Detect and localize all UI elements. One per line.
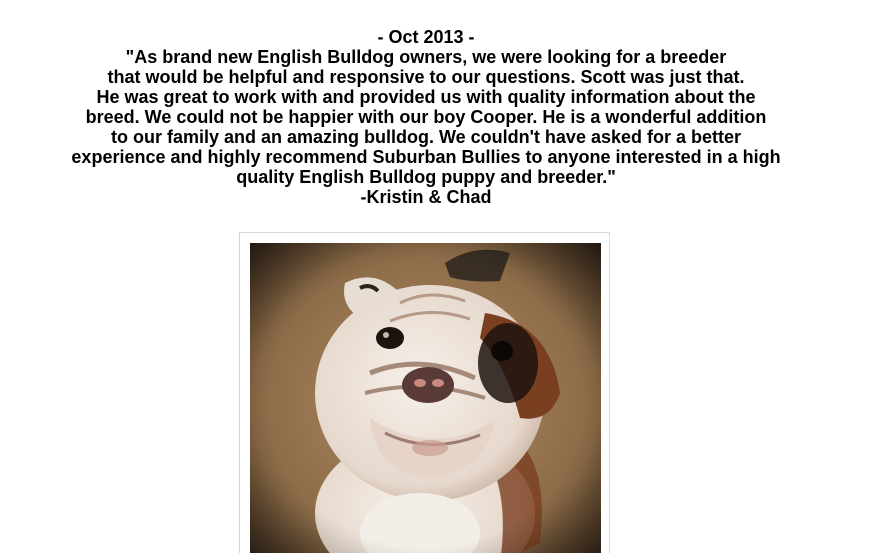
quote-line: "As brand new English Bulldog owners, we were looking for a breeder xyxy=(125,47,727,67)
quote-line: quality English Bulldog puppy and breeder." xyxy=(236,167,616,187)
quote-line: breed. We could not be happier with our boy Cooper. He is a wonderful addition xyxy=(85,107,767,127)
bulldog-photo xyxy=(250,243,601,553)
quote-line: to our family and an amazing bulldog. We couldn't have asked for a better xyxy=(110,127,742,147)
quote-line: experience and highly recommend Suburban Bullies to anyone interested in a high xyxy=(71,147,781,167)
photo-frame xyxy=(239,232,610,553)
testimonial xyxy=(0,27,852,207)
quote-line: that would be helpful and responsive to our questions. Scott was just that. xyxy=(107,67,745,87)
testimonial-date: - Oct 2013 - xyxy=(377,27,475,47)
bulldog-illustration xyxy=(250,243,601,553)
quote-line: He was great to work with and provided us with quality information about the xyxy=(96,87,756,107)
testimonial-author: -Kristin & Chad xyxy=(360,187,492,207)
